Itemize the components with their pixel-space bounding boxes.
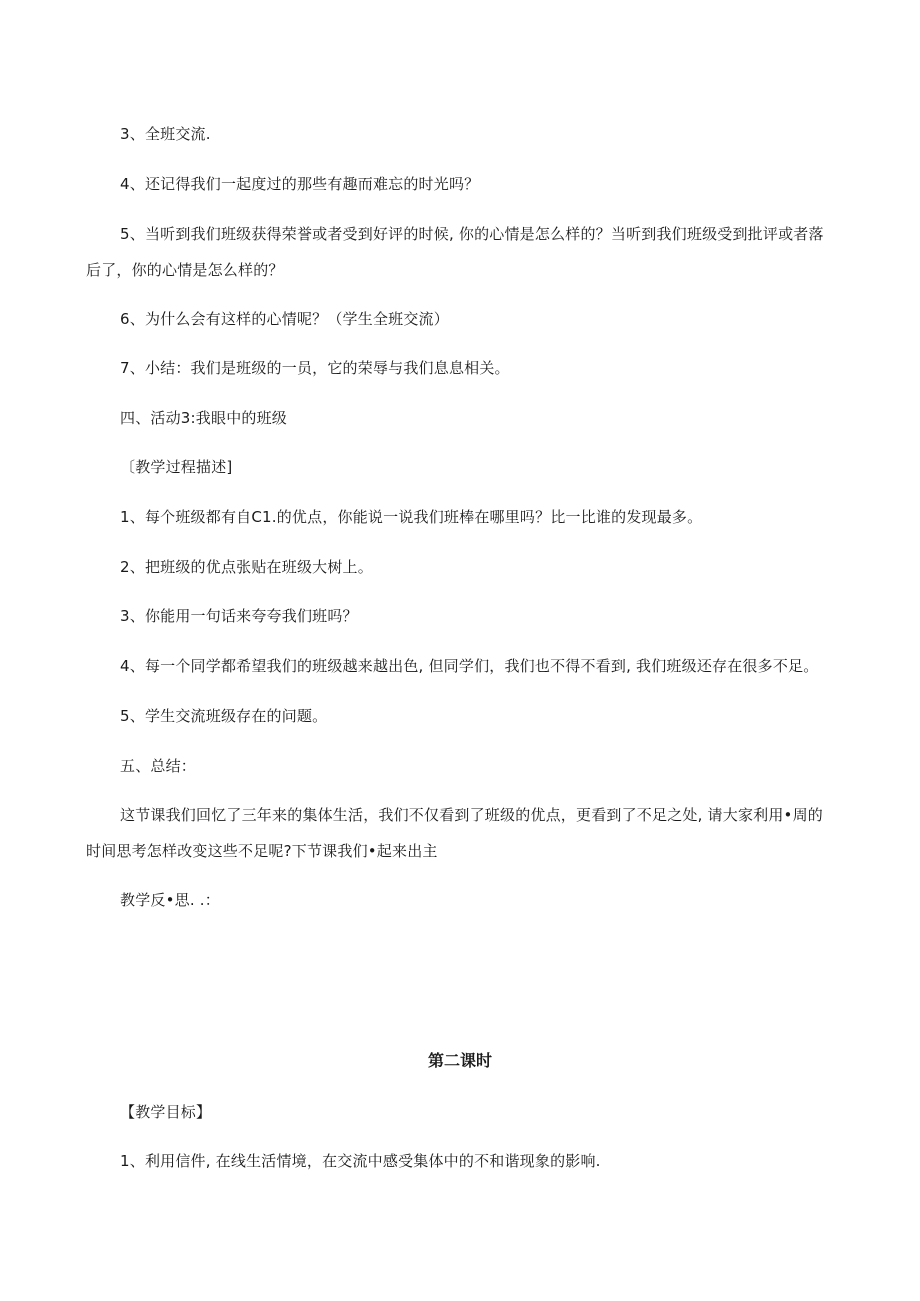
activity-item-2: 2、把班级的优点张贴在班级大树上。 [120, 558, 373, 576]
item-5-feelings-question-line-1: 5、当听到我们班级获得荣誉或者受到好评的时候, 你的心情是怎么样的？当听到我们班级受到批评或者落 [120, 225, 824, 243]
summary-paragraph-line-1: 这节课我们回忆了三年来的集体生活，我们不仅看到了班级的优点，更看到了不足之处, 请大家利用•周的 [120, 806, 823, 824]
item-7-summary: 7、小结：我们是班级的一员，它的荣辱与我们息息相关。 [120, 359, 510, 377]
activity-item-3: 3、你能用一句话来夸夸我们班吗？ [120, 607, 358, 625]
section-4-heading: 四、活动3:我眼中的班级 [120, 409, 287, 427]
teaching-reflection-label: 教学反•思. .： [120, 891, 220, 909]
activity-item-1: 1、每个班级都有自C1.的优点，你能说一说我们班棒在哪里吗？比一比谁的发现最多。 [120, 508, 703, 526]
activity-item-5: 5、学生交流班级存在的问题。 [120, 707, 328, 725]
teaching-objectives-label: 【教学目标】 [120, 1103, 212, 1121]
teaching-process-label: 〔教学过程描述] [120, 458, 233, 476]
lesson-2-title: 第二课时 [427, 1051, 492, 1070]
item-5-feelings-question-line-2: 后了，你的心情是怎么样的？ [86, 261, 284, 279]
item-6-why-question: 6、为什么会有这样的心情呢？（学生全班交流） [120, 310, 449, 328]
objective-item-1: 1、利用信件, 在线生活情境，在交流中感受集体中的不和谐现象的影响. [120, 1152, 601, 1170]
summary-paragraph-line-2: 时间思考怎样改变这些不足呢?下节课我们•起来出主 [86, 842, 438, 860]
activity-item-4: 4、每一个同学都希望我们的班级越来越出色, 但同学们，我们也不得不看到, 我们班级还存在很多不足。 [120, 657, 819, 675]
item-4-memories-question: 4、还记得我们一起度过的那些有趣而难忘的时光吗？ [120, 175, 480, 193]
section-5-heading: 五、总结： [120, 757, 197, 775]
item-3-class-exchange: 3、全班交流. [120, 125, 211, 143]
